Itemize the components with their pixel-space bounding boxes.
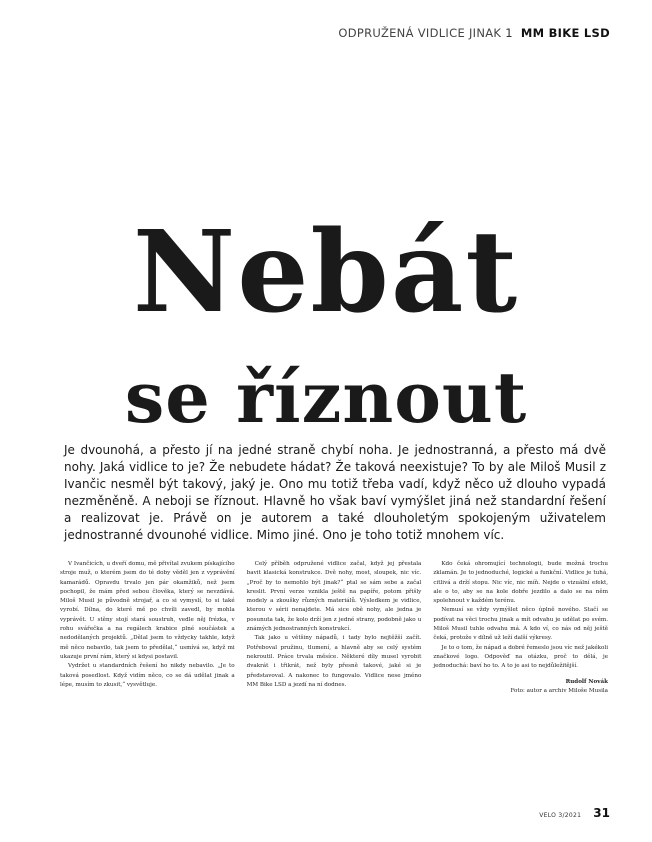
article-body [60, 560, 608, 760]
page-number: 31 [593, 806, 610, 820]
article-credits [433, 678, 608, 697]
headline-line-1: Nebát [132, 207, 520, 338]
section-brand: MM BIKE LSD [520, 26, 610, 40]
lead-paragraph: Je dvounohá, a přesto jí na jedné straně chybí noha. Je jednostranná, a přesto má dvě nohy. Jaká vidlice to je? Že nebudete hádat? Že taková neexistuje? To by ale Miloš Musil z Ivančic nesměl být takový, jaký je. Ono mu totiž třeba vadí, když něco už dlouho vypadá nezměněně. A neboji se říznout. Hlavně ho však baví vymýšlet jiná než standardní řešení a realizovat je. Právě on je autorem a také dlouholetým spokojeným uživatelem jednostranné dvounohé vidlice. Mimo jiné. Ono je toho totiž mnohem víc. [64, 443, 606, 542]
body-paragraph: V Ivančicích, u dveří domu, mě přivítal zvukem pískajícího stroje muž, o kterém jsem do té doby věděl jen z vyprávění kamarádů. Opravdu trvalo jen pár okamžiků, než jsem pochopil, že mám před sebou člověka, který se nevzdává. Miloš Musil je původně strojař, a co si vymyslí, to si také vyrobí. Dílna, do které mě po chvíli zavedl, by mohla vyprávět. U stěny stojí stará soustruh, vedle něj frézka, v rohu svářečka a na regálech krabice plné součástek a nedodělaných projektů. „Dělal jsem to vždycky takhle, když mě něco nebavilo, tak jsem to předělal,“ usmívá se, když mi ukazuje první rám, který si kdysi postavil. [60, 561, 235, 660]
body-paragraph: Tak jako u většiny nápadů, i tady bylo nejtěžší začít. Potřeboval pružinu, tlumení, a hlavně aby se celý systém nekroutil. Práce trvala měsíce. Některé díly musel vyrobit dvakrát i třikrát, než byly přesně takové, jaké si je představoval. A nakonec to fungovalo. Vidlice nese jméno MM Bike LSD a jezdí na ní dodnes. [246, 635, 422, 688]
body-paragraph: Kdo čeká ohromující technologii, bude možná trochu zklamán. Je to jednoduché, logické a funkční. Vidlice je tuhá, citlivá a drží stopu. Nic víc, nic míň. Nejde o vizuální efekt, ale o to, aby se na kole dobře jezdilo a dalo se na něm spolehnout v každém terénu. [433, 561, 609, 605]
article-column-2 [247, 560, 422, 760]
article-column-1 [60, 560, 235, 760]
headline-line-2: se říznout [124, 356, 528, 439]
issue-label: VELO 3/2021 [539, 812, 582, 819]
article-column-3 [433, 560, 608, 760]
photo-credit: Foto: autor a archiv Miloše Musila [510, 687, 609, 694]
body-paragraph: Je to o tom, že nápad a dobré řemeslo jsou víc než jakékoli značkové logo. Odpověď na otázku, proč to dělá, je jednoduchá: baví ho to. A to je asi to nejdůležitější. [433, 644, 609, 670]
author-credit: Rudolf Novák [565, 678, 609, 685]
page-footer [539, 806, 610, 820]
body-paragraph: Vydržet u standardních řešení ho nikdy nebavilo. „Je to taková posedlost. Když vidím něco, co se dá udělat jinak a lépe, musím to zkusit,“ vysvětluje. [60, 663, 235, 688]
section-header [338, 26, 610, 40]
section-number: 1 [505, 26, 513, 40]
body-paragraph: Celý příběh odpružené vidlice začal, když jej přestala bavit klasická konstrukce. Dvě nohy, most, sloupek, nic víc. „Proč by to nemohlo být jinak?“ ptal se sám sebe a začal kreslit. První verze vznikla ještě na papíře, potom přišly modely a zkoušky různých materiálů. Výsledkem je vidlice, kterou v sérii nenajdete. Má sice obě nohy, ale jedna je posunuta tak, že kolo drží jen z jedné strany, podobně jako u známých jednostranných konstrukcí. [246, 561, 422, 633]
body-paragraph: Nemusí se vždy vymýšlet něco úplně nového. Stačí se podívat na věci trochu jinak a mít odvahu je udělat po svém. Miloš Musil tuhle odvahu má. A kdo ví, co nás od něj ještě čeká, protože v dílně už leží další výkresy. [433, 607, 609, 642]
section-topic: ODPRUŽENÁ VIDLICE JINAK [338, 26, 502, 40]
